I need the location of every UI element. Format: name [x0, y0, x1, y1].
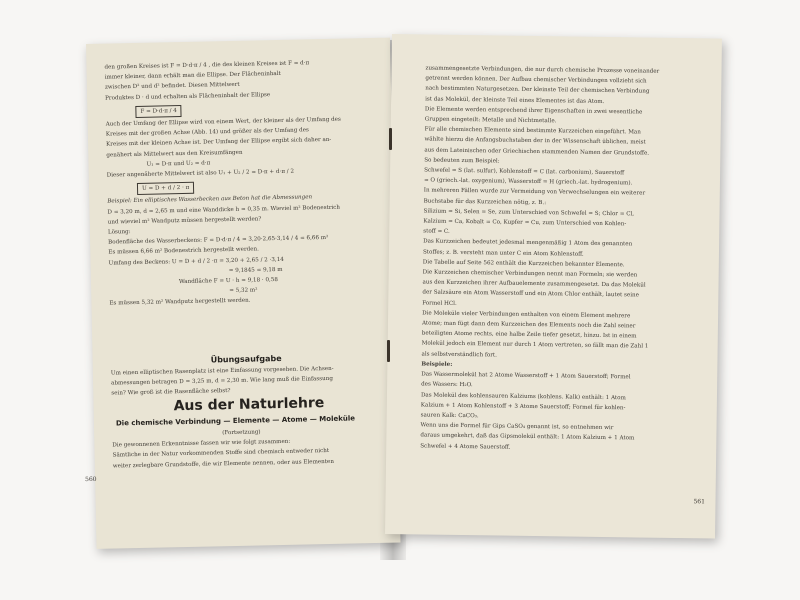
right-line: Atome; man fügt dann dem Kurzzeichen des Elements noch die Zahl seiner	[421, 320, 636, 330]
left-line: Lösung:	[107, 229, 131, 236]
left-line: den großen Kreises ist F = D·d·π / 4 , die des kleinen Kreises ist F = d·π	[104, 60, 310, 71]
left-line: sein? Wie groß ist die Rasenfläche selbst?	[111, 388, 231, 397]
right-line: Wenn uns die Formel für Gips CaSO₄ genannt ist, so entnehmen wir	[420, 422, 614, 432]
right-line: Die Elemente werden entsprechend ihrer Eigenschaften in zwei wesentliche	[424, 106, 643, 116]
exercise-text	[111, 364, 382, 400]
left-line: = 5,32 m²	[229, 287, 258, 295]
left-line: Kreises mit der kleinen Achse ist. Der Umfang der Ellipse ergibt sich daher an-	[106, 137, 332, 149]
left-line: Dieser angenäherte Mittelwert ist also U₁ + U₂ / 2 = D·π + d·π / 2	[106, 168, 295, 179]
left-line: genähert als Mittelwert aus den Kreisumfängen	[106, 149, 243, 159]
right-line: Kalzium + 1 Atom Kohlenstoff + 3 Atome Sauerstoff; Formel für kohlen-	[420, 402, 626, 411]
right-line: In mehreren Fällen wurde zur Vermeidung von Verwechselungen ein weiterer	[423, 187, 646, 197]
right-line: Für alle chemischen Elemente sind bestimmte Kurzzeichen eingeführt. Man	[424, 126, 641, 136]
right-line: Schwefel = S (lat. sulfur), Kohlenstoff = C (lat. carbonium), Sauerstoff	[424, 167, 625, 177]
left-line: Sämtliche in der Natur vorkommenden Stoffe sind chemisch entweder nicht	[112, 448, 330, 459]
right-line: So bedeuten zum Beispiel:	[424, 157, 500, 165]
left-line: Es müssen 5,32 m² Wandputz hergestellt werden.	[109, 298, 251, 308]
right-line: als selbstverständlich fort.	[421, 351, 498, 359]
right-line: wählte hierzu die Anfangsbuchstaben der in der Wissenschaft üblichen, meist	[424, 136, 646, 146]
right-line: aus dem Lateinischen oder Griechischen stammenden Namen der Grundstoffe.	[424, 147, 650, 157]
right-line: beteiligten Atome rechts, eine halbe Zeile tiefer gesetzt, hinzu. Ist in einem	[421, 330, 637, 340]
right-line: = O (griech.-lat. oxygenium), Wasserstoff = H (griech.-lat. hydrogenium).	[423, 177, 633, 187]
left-line: immer kleiner, dann erhält man die Ellipse. Der Flächeninhalt	[104, 71, 281, 81]
right-line: des Wassers: H₂O.	[421, 381, 473, 389]
right-line: Die Kurzzeichen chemischer Verbindungen nennt man Formeln; sie werden	[422, 269, 638, 279]
left-line: Bodenfläche des Wasserbeckens: F = D·d·π / 4 = 3,20·2,65·3,14 / 4 = 6,66 m²	[108, 235, 329, 246]
page-number-right: 561	[693, 498, 705, 506]
left-line: Kreises mit der großen Achse (Abb. 14) und größer als der Umfang des	[105, 127, 309, 138]
right-line: daraus umgekehrt, daß das Gipsmolekül enthält: 1 Atom Kalzium + 1 Atom	[420, 432, 635, 442]
right-line: Das Molekül des kohlensauren Kalziums (kohlens. Kalk) enthält: 1 Atom	[420, 391, 626, 401]
section-heading: Aus der Naturlehre	[173, 395, 325, 415]
left-line: (Fortsetzung)	[222, 429, 261, 437]
exercise-heading: Übungsaufgabe	[210, 353, 282, 365]
section-subheading: Die chemische Verbindung — Elemente — Atome — Moleküle	[115, 414, 356, 428]
left-line: Um einen elliptischen Rasenplatz ist eine Einfassung vorgesehen. Die Achsen-	[110, 365, 334, 377]
right-line: Das Wassermolekül hat 2 Atome Wasserstoff + 1 Atom Sauerstoff; Formel	[421, 371, 631, 381]
right-line: Silizium = Si, Selen = Se, zum Unterschied von Schwefel = S; Chlor = Cl,	[423, 208, 635, 218]
left-line: Umfang des Beckens: U = D + d / 2 ·π = 3,20 + 2,65 / 2 ·3,14	[108, 256, 284, 267]
left-line: Produktes D · d und erhalten als Flächeninhalt der Ellipse	[105, 91, 271, 102]
right-line: Die Tabelle auf Seite 562 enthält die Kurzzeichen bekannter Elemente.	[422, 259, 625, 269]
left-line: zwischen D² und d² befindet. Diesen Mittelwert	[104, 82, 240, 92]
left-line: D = 3,20 m, d = 2,65 m und eine Wanddicke h = 0,35 m. Wieviel m² Bodenestrich	[107, 204, 341, 216]
right-line: der Salzsäure ein Atom Wasserstoff und ein Atom Chlor enthält, lautet seine	[422, 289, 639, 299]
left-line: Es müssen 6,66 m² Bodenestrich hergestellt werden.	[108, 246, 259, 257]
right-line: Schwefel + 4 Atome Sauerstoff.	[420, 442, 511, 451]
right-line: getrennt werden können. Der Aufbau chemischer Verbindungen vollzieht sich	[425, 75, 647, 85]
right-line: Gruppen eingeteilt: Metalle und Nichtmetalle.	[424, 116, 557, 125]
staple	[387, 340, 390, 362]
right-line: Kalzium = Ca, Kobalt = Co, Kupfer = Cu, zum Unterschied von Kohlen-	[423, 218, 627, 228]
right-line: sauren Kalk: CaCO₃.	[420, 412, 479, 420]
right-line: Molekül jedoch ein Element nur durch 1 Atom vertreten, so fällt man die Zahl 1	[421, 340, 649, 351]
left-page	[86, 38, 401, 549]
section-text	[112, 426, 383, 472]
left-line: Beispiel: Ein elliptisches Wasserbecken aus Beton hat die Abmessungen	[107, 194, 313, 206]
left-line: weiter zerlegbare Grundstoffe, die wir Elemente nennen, oder aus Elementen	[112, 458, 334, 470]
right-line: aus den Kurzzeichen ihrer Aufbauelemente zusammengesetzt. Da das Molekül	[422, 279, 646, 289]
right-line: nach bestimmten Naturgesetzen. Der kleinste Teil der chemischen Verbindung	[425, 85, 650, 96]
right-text-block	[420, 64, 709, 456]
left-line: = 9,1845 = 9,18 m	[228, 266, 283, 274]
right-line: Formel HCl.	[422, 300, 457, 307]
right-line: Buchstabe für das Kurzzeichen nötig, z. B.:	[423, 198, 547, 206]
right-line: zusammengesetzte Verbindungen, die nur durch chemische Prozesse voneinander	[425, 65, 660, 75]
left-line: Auch der Umfang der Ellipse wird von einem Wert, der kleiner als der Umfang des	[105, 116, 341, 128]
right-line: stoff = C.	[423, 228, 450, 236]
right-line: Die Moleküle vieler Verbindungen enthalten von einem Element mehrere	[422, 310, 631, 320]
left-line: abmessungen betragen D = 3,25 m, d = 2,30 m. Wie lang muß die Einfassung	[111, 376, 333, 387]
left-line: U₁ = D·π und U₂ = d·π	[146, 160, 211, 168]
formula-box-ellipse-perimeter: U = D + d / 2 · π	[137, 182, 195, 195]
right-line: ist das Molekül, der kleinste Teil eines Elementes ist das Atom.	[425, 96, 605, 105]
left-line: Wandfläche F = U · h = 9,18 · 0,58	[178, 277, 278, 286]
formula-box-ellipse-area: F = D·d·π / 4	[135, 105, 182, 118]
right-line: Stoffes; z. B. versteht man unter C ein Atom Kohlenstoff.	[422, 249, 584, 258]
left-text-block	[104, 58, 379, 310]
right-line: Beispiele:	[421, 361, 453, 368]
left-line: und wieviel m² Wandputz müssen hergestellt werden?	[107, 216, 262, 226]
staple	[389, 128, 392, 150]
right-line: Das Kurzzeichen bedeutet jedesmal mengenmäßig 1 Atom des genannten	[423, 238, 633, 248]
right-page	[385, 34, 722, 539]
left-line: Die gewonnenen Erkenntnisse fassen wir wie folgt zusammen:	[112, 439, 291, 449]
page-number-left: 560	[85, 475, 97, 484]
